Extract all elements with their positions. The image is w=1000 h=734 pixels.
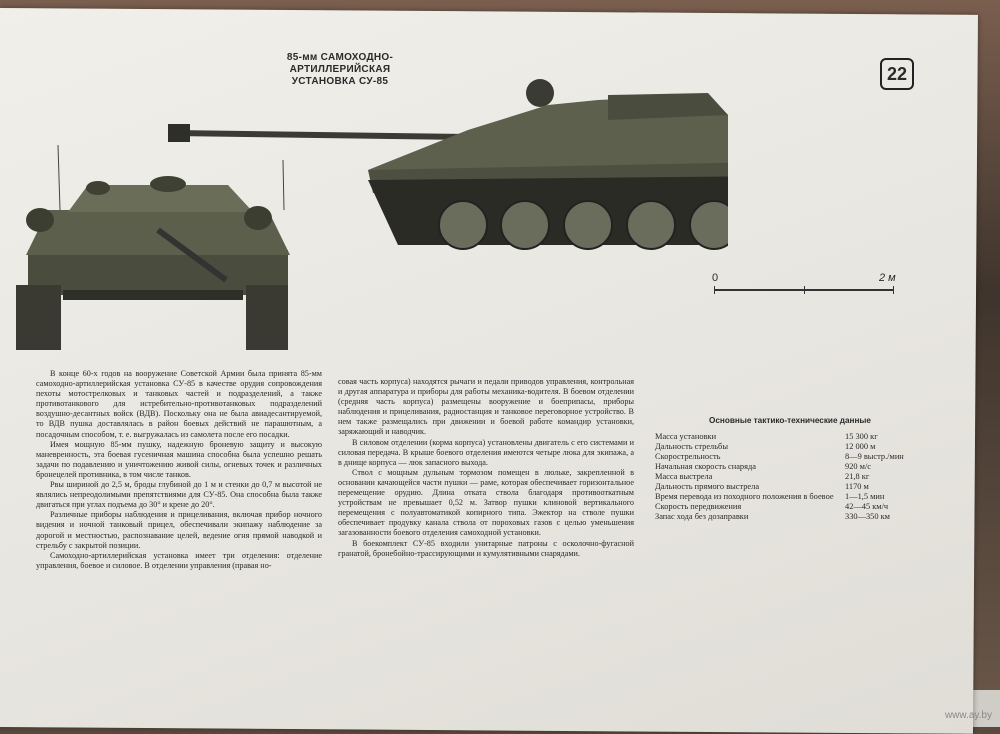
scale-end-label: 2 м xyxy=(879,272,896,284)
spec-label: Дальность стрельбы xyxy=(655,442,728,451)
spec-label: Время перевода из походного положения в боевое xyxy=(655,492,834,501)
spec-value: 920 м/с xyxy=(845,462,872,471)
scale-tick xyxy=(893,286,894,294)
spec-value: 330—350 км xyxy=(845,512,890,521)
spec-value: 42—45 км/ч xyxy=(845,502,889,511)
paragraph: Ствол с мощным дульным тормозом помещен в люльке, закрепленной в основании качающейся части пушки — раме, которая обеспечивает горизонтальное перемещение орудию. Длина отката ствола благодаря противооткатным устройствам не превышает 0,52 м. Затвор пушки клиновой вертикального перемещения с полуавтоматикой копирного типа. Эжектор на стволе пушки обеспечивает продувку канала ствола от пороховых газов с целью уменьшения загазованности боевого отделения самоходной установки. xyxy=(338,467,634,538)
title-line-1: 85-мм САМОХОДНО-АРТИЛЛЕРИЙСКАЯ xyxy=(286,52,394,75)
spec-row xyxy=(655,512,925,522)
spec-label: Дальность прямого выстрела xyxy=(655,482,760,491)
specs-table xyxy=(655,416,925,522)
spec-value: 12 000 м xyxy=(845,442,876,451)
spec-row xyxy=(655,502,925,512)
paragraph: В конце 60-х годов на вооружение Советской Армии была принята 85-мм самоходно-артиллерийская установка СУ-85 в качестве орудия сопровождения пехоты мотострелковых и танковых частей и подразделений, а также противотанкового для истребительно-противотанковых подразделений воздушно-десантных войск (ВДВ). Поскольку она не была авиадесантируемой, то ВДВ пушка доставлялась в район боевых действий не парашютным, а посадочным способом, т. е. выгружалась из самолета после его посадки. xyxy=(36,369,322,439)
spec-row xyxy=(655,452,925,462)
spec-label: Масса установки xyxy=(655,432,717,441)
scale-tick xyxy=(714,286,715,294)
scale-tick xyxy=(804,286,805,294)
paragraph: В боекомплект СУ-85 входили унитарные патроны с осколочно-фугасной гранатой, бронебойно-трассирующими и кумулятивными снарядами. xyxy=(338,538,634,558)
title-line-2: УСТАНОВКА СУ-85 xyxy=(291,76,389,87)
paragraph: Самоходно-артиллерийская установка имеет три отделения: отделение управления, боевое и силовое. В отделении управления (правая но- xyxy=(36,550,322,570)
watermark: www.ay.by xyxy=(944,710,992,721)
spec-row xyxy=(655,462,925,472)
specs-heading: Основные тактико-технические данные xyxy=(709,416,871,425)
tank-side-view-illustration xyxy=(168,75,728,275)
spec-label: Начальная скорость снаряда xyxy=(655,462,756,471)
spec-label: Скорость передвижения xyxy=(655,502,742,511)
text-column-1 xyxy=(36,369,322,571)
spec-value: 21,8 кг xyxy=(845,472,870,481)
spec-row xyxy=(655,432,925,442)
spec-row xyxy=(655,482,925,492)
spec-label: Скорострельность xyxy=(655,452,721,461)
scale-start-label: 0 xyxy=(712,272,719,284)
spec-label: Запас хода без дозаправки xyxy=(655,512,749,521)
spec-value: 8—9 выстр./мин xyxy=(845,452,904,461)
paragraph: В силовом отделении (корма корпуса) установлены двигатель с его системами и силовая передача. В крыше боевого отделения имеются четыре люка для экипажа, а в днище корпуса — люк запасного выхода. xyxy=(338,437,634,467)
paragraph: Различные приборы наблюдения и прицеливания, включая прибор ночного видения и ночной танковый прицел, обеспечивали экипажу наблюдение за дорогой и местностью, распознавание целей, ведение огня прямой наводкой и стрельбу с закрытой позиции. xyxy=(36,510,322,550)
paragraph: Рвы шириной до 2,5 м, броды глубиной до 1 м и стенки до 0,7 м высотой не являлись непреодолимыми препятствиями для СУ-85. Она способна была также двигаться при углах подъема до 30° и крене до 20°. xyxy=(36,480,322,510)
spec-value: 1—1,5 мин xyxy=(845,492,885,501)
spec-value: 1170 м xyxy=(845,482,869,491)
spec-row xyxy=(655,472,925,482)
spec-value: 15 300 кг xyxy=(845,432,878,441)
paragraph: Имея мощную 85-мм пушку, надежную броневую защиту и высокую маневренность, эта боевая гусеничная машина способна была успешно решать задачи по подавлению и уничтожению живой силы, огневых точек и различных бронецелей противника, в том числе танков. xyxy=(36,439,322,479)
spec-row xyxy=(655,492,925,502)
spec-label: Масса выстрела xyxy=(655,472,713,481)
spec-row xyxy=(655,442,925,452)
text-column-2 xyxy=(338,377,634,559)
scale-bar xyxy=(714,272,914,302)
paragraph: совая часть корпуса) находятся рычаги и педали приводов управления, контрольная и другая аппаратура и приборы для работы механика-водителя. В боевом отделении (средняя часть корпуса) размещены вооружение и боеприпасы, приборы наблюдения и прицеливания, радиостанция и танковое переговорное устройство. В нем также размещались при движении и боевой работе командир установки, заряжающий и наводчик. xyxy=(338,377,634,437)
plate-number: 22 xyxy=(880,58,914,90)
